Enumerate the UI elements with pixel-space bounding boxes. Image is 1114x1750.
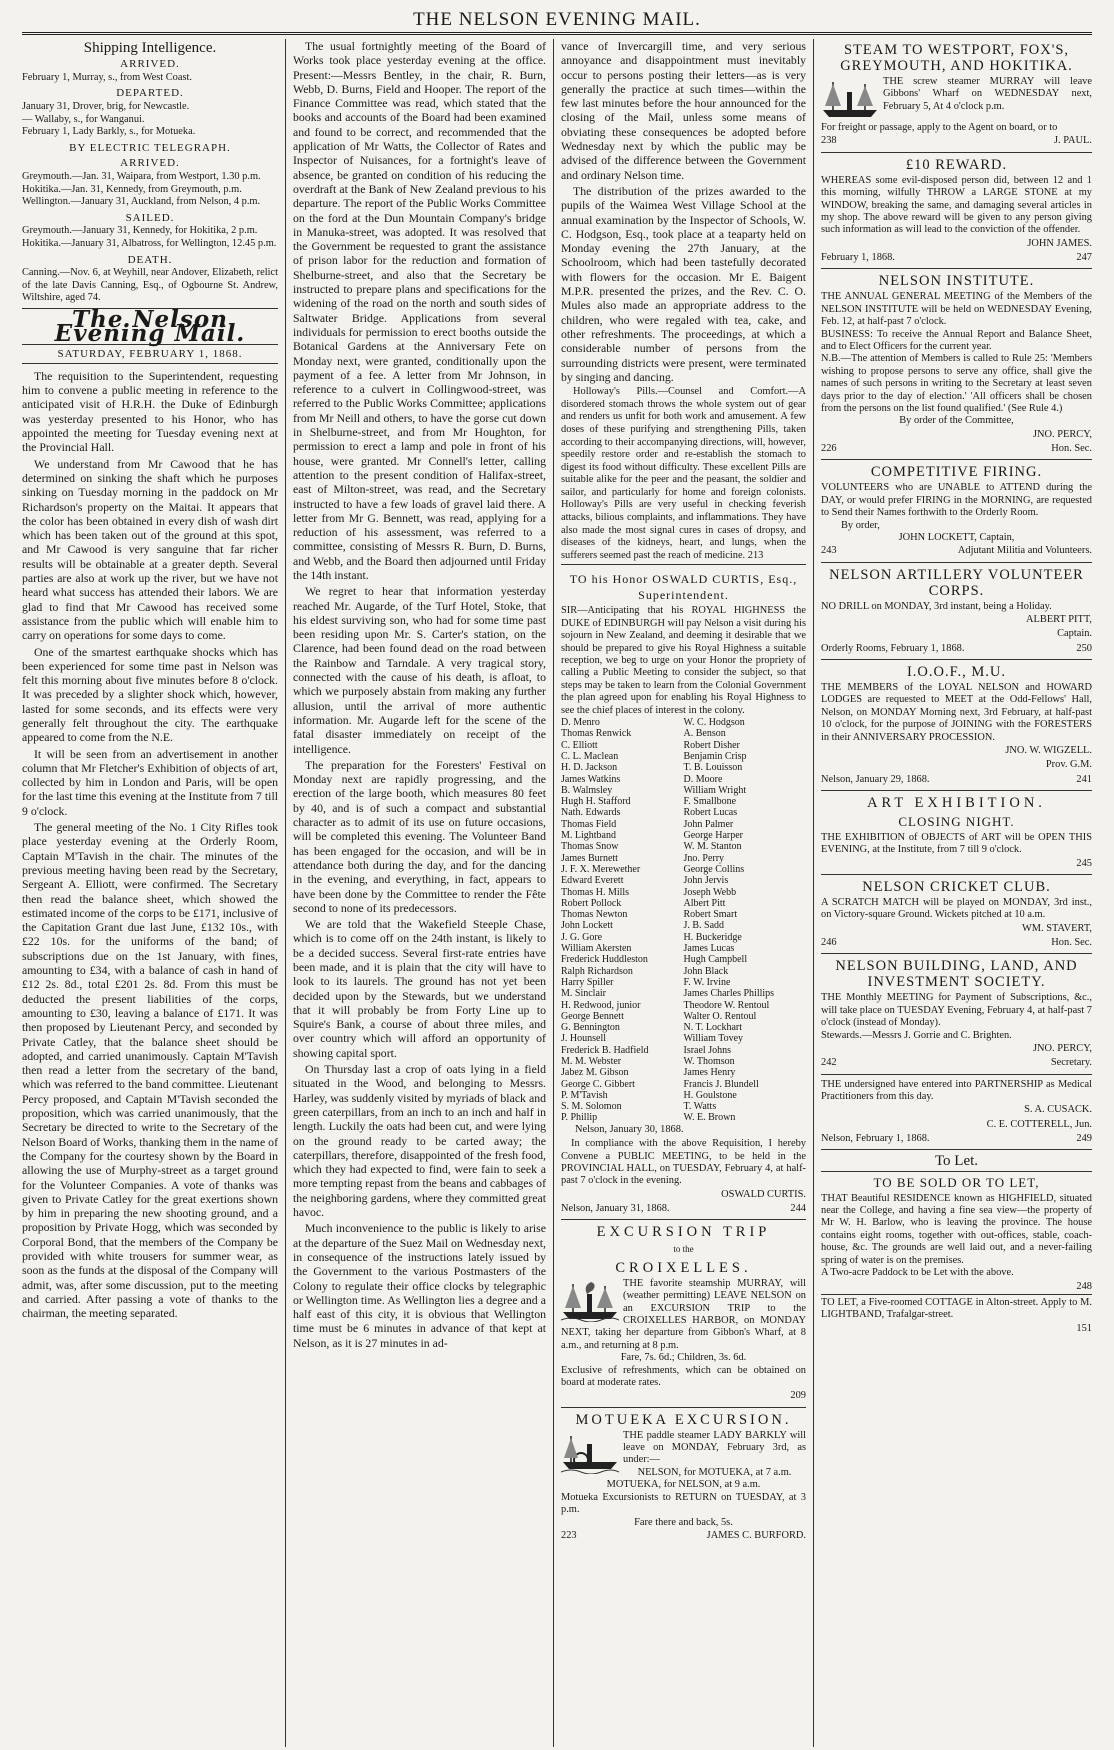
to-let-title: TO BE SOLD OR TO LET, (873, 1174, 1040, 1190)
signatory-name: Robert Lucas (683, 807, 738, 819)
ad-number: 245 (1076, 857, 1092, 869)
ad-title: ART EXHIBITION. (867, 794, 1046, 811)
signatory-name: H. Buckeridge (683, 931, 742, 943)
arrived2-item: Greymouth.—Jan. 31, Waipara, from Westport, 1.30 p.m. (22, 171, 261, 183)
ad-extra: Stewards.—Messrs J. Gorrie and C. Brighten. (821, 1029, 1012, 1041)
croixelles-fare: Fare, 7s. 6d.; Children, 3s. 6d. (620, 1352, 747, 1364)
requisition-names (561, 717, 806, 1124)
croixelles-place: CROIXELLES. (615, 1259, 752, 1276)
ad-date: Orderly Rooms, February 1, 1868. (821, 642, 965, 654)
artillery-ad (821, 567, 1092, 660)
article-paragraph: The distribution of the prizes awarded to the pupils of the Waimea West Village School at the annual examination by the Inspector of Schools, W. C. Hodgson, Esq., took place at a teaparty held on Monday evening the 27th January, at the Schoolroom, which had been tastefully decorated with flowers for the occasion. Mr E. Baigent M.P.R. presented the prizes, and the Rev. C. O. Mules also made an appropriate address to the children, who were regaled with tea, cake, and other refreshments. The proceedings, at which a considerable number of persons from the surrounding districts were present, were terminated by singing and dancing. (561, 183, 806, 384)
ad-by: By order of the Committee, (899, 415, 1014, 427)
ad-body: THE EXHIBITION of OBJECTS of ART will be OPEN THIS EVENING, at the Institute, from 7 till 9 o'clock. (821, 831, 1092, 856)
signatory-name: George C. Gibbert (561, 1078, 635, 1090)
signatory-name: Jno. Perry (683, 852, 725, 864)
ad-number: 249 (1076, 1133, 1092, 1145)
ad-signer: S. A. CUSACK. (1024, 1104, 1092, 1116)
signatory-name: Joseph Webb (683, 886, 737, 898)
column-1 (22, 39, 286, 1747)
masthead: THE NELSON EVENING MAIL. (413, 9, 701, 30)
signatory-name: Benjamin Crisp (683, 750, 747, 762)
ad-body: WHEREAS some evil-disposed person did, between 12 and 1 this morning, wilfully THROW a LARGE STONE at my WINDOW, breaking the same, and damaging several articles in my shop. The above reward will be given to any person giving such information as will lead to the conviction of the offender. (821, 174, 1092, 236)
signatory-name: W. Thomson (683, 1056, 735, 1067)
departed-heading: DEPARTED. (116, 87, 184, 100)
ad-body: THE Monthly MEETING for Payment of Subscriptions, &c., will take place on TUESDAY Evening, February 4, at half-past 7 o'clock (instead of Monday). (821, 992, 1092, 1029)
ad-title: NELSON CRICKET CLUB. (862, 879, 1051, 896)
requisition-title: TO his Honor OSWALD CURTIS, Esq., Superintendent. (569, 572, 798, 603)
columns (22, 39, 1092, 1747)
article-paragraph: We understand from Mr Cawood that he has determined on sinking the shaft which he purposes sinking on Tuesday morning in the paddock on Mr Richardson's property on the Maitai. It appears that the color has been obtained in every dish of wash dirt which has been taken out of the ground at this spot, and Mr Cawood is very sanguine that far richer results will be obtainable at a greater depth. Several parties are also at work up the river, but we have not heard what success has attended their labors. We are glad to find that Mr Cawood has received some assistance from the public which will enable him to carry on operations for some days to come. (22, 456, 278, 643)
to-let-header: To Let. (821, 1154, 1092, 1171)
signatory-name: G. Bennington (561, 1022, 620, 1034)
signatory-name: H. Goulstone (683, 1089, 737, 1101)
ad-title: I.O.O.F., M.U. (906, 664, 1007, 681)
to-let-extra: A Two-acre Paddock to be Let with the above. (821, 1267, 1014, 1279)
signatory-name: James Charles Phillips (683, 988, 775, 1000)
ad-role: Secretary. (1050, 1057, 1092, 1069)
departed-item: January 31, Drover, brig, for Newcastle. (22, 101, 190, 113)
sailed-heading: SAILED. (125, 211, 175, 224)
sailed-item: Greymouth.—January 31, Kennedy, for Hokitika, 2 p.m. (22, 225, 258, 237)
motueka-line: MOTUEKA, for NELSON, at 9 a.m. (606, 1479, 761, 1491)
shipping-title: Shipping Intelligence. (83, 40, 217, 56)
signatory-name: T. Watts (683, 1101, 717, 1113)
signatory-name: Walter O. Rentoul (683, 1010, 757, 1022)
ad-role: Captain. (1057, 628, 1092, 640)
signatory-name: Nath. Edwards (561, 807, 621, 819)
to-let-body: THAT Beautiful RESIDENCE known as HIGHFIELD, situated near the College, and having a fine sea view—the property of Mr W. H. Barlow, who is leaving the province. The house contains eight rooms, together with out-offices, stable, coach-house, &c. The grounds are well laid out, and a never-failing spring of water is on the premises. (821, 1192, 1092, 1266)
building-society-ad (821, 958, 1092, 1074)
signatory-name: J. G. Gore (561, 931, 603, 943)
arrived2-heading: ARRIVED. (120, 157, 180, 170)
signatory-name: W. M. Stanton (683, 841, 742, 853)
masthead-rule (22, 32, 1092, 35)
ad-body: NO DRILL on MONDAY, 3rd instant, being a Holiday. (821, 600, 1052, 612)
ad-signer: JNO. W. WIGZELL. (1005, 745, 1092, 757)
sailed-item: Hokitika.—January 31, Albatross, for Wellington, 12.45 p.m. (22, 238, 277, 250)
ad-date: February 1, 1868. (821, 252, 895, 264)
ad-title: NELSON BUILDING, LAND, AND INVESTMENT SOCIETY. (835, 958, 1078, 991)
croixelles-sub: to the (673, 1244, 694, 1255)
paddle-steamer-icon (561, 1430, 619, 1474)
requisition-signer: OSWALD CURTIS. (721, 1188, 806, 1200)
column-4 (814, 39, 1092, 1747)
institute-ad (821, 273, 1092, 460)
article-paragraph: The usual fortnightly meeting of the Board of Works took place yesterday evening at the office. Present:—Messrs Bentley, in the chair, R. Burn, Webb, D. Burns, Field and Hooper. The report of the Finance Committee was read, which stated that the books and accounts of the Board had been examined and found to be correct, and recommended that the application of Mr Watts, the Collector of Rates and Inspector of Nuisances, for a fortnight's leave of absence, be granted on condition of his reducing the overdraft at the Bank of New Zealand previous to his departure. The report of the Public Works Committee on the ford at the Dun Mountain Company's bridge in Manuka-street, was adopted. It was resolved that the Government be requested to grant the assistance of prison labor for the reduction and formation of Shelburne-street, and also that the Secretary be instructed to prepare plans and specifications for the widening of the road on the north and south sides of Saltwater Bridge. Applications from several individuals for permission to erect booths outside the Botanical Gardens at the Anniversary Fete on Monday next, were granted, conditionally upon the payment of a fee. A letter from Mr Johnson, in reference to a culvert in Collingwood-street, was referred to the Public Works Committee; applications from Mr Neill and others, to have the gorse cut down in Shelburne-street, and from Mr Houghton, for permission to erect a lamp and pole in front of his house, were granted. Mr Connell's letter, calling attention to the present condition of Halifax-street, east of Milton-street, was read, and the Secretary instructed to have a few loads of gravel laid there. A letter from Mr G. Bennett, was read, applying for a reduction of his assessment, was referred to a committee, consisting of Messrs R. Burn, D. Burns, and Webb, and the Board then adjourned until Friday the 14th instant. (293, 39, 546, 582)
arrived-item: February 1, Murray, s., from West Coast. (22, 71, 193, 83)
westport-ad (821, 42, 1092, 153)
ad-title: STEAM TO WESTPORT, FOX'S, GREYMOUTH, AND HOKITIKA. (840, 42, 1073, 74)
partnership-ad (821, 1079, 1092, 1151)
signatory-name: J. F. X. Merewether (561, 863, 641, 875)
croixelles-body: THE favorite steamship MURRAY, will (weather permitting) LEAVE NELSON on an EXCURSION TRIP to the CROIXELLES HARBOR, on MONDAY NEXT, taking her departure from Gibbon's Wharf, at 8 a.m., and returning at 8 p.m. (561, 1277, 806, 1351)
signatory-name: Hugh Campbell (683, 954, 748, 966)
to-let-section (821, 1154, 1092, 1336)
death-notice: Canning.—Nov. 6, at Weyhill, near Andover, Elizabeth, relict of the late Davis Canning, Esq., of Ogbourne St. Andrew, Wiltshire, aged 74. (22, 267, 278, 304)
croixelles-title: EXCURSION TRIP (596, 1224, 771, 1241)
ad-number: 246 (821, 937, 837, 949)
signatory-name: James Lucas (683, 943, 735, 955)
ad-role: Hon. Sec. (1051, 443, 1092, 455)
ad-role: Hon. Sec. (1051, 937, 1092, 949)
firing-ad (821, 464, 1092, 562)
ad-extra: For freight or passage, apply to the Agent on board, or to (821, 122, 1058, 133)
article-paragraph: The requisition to the Superintendent, requesting him to convene a public meeting in reference to the anticipated visit of H.R.H. the Duke of Edinburgh was yesterday presented to his Honor, who has appointed the meeting for Tuesday evening next at the Provincial Hall. (22, 368, 278, 455)
signatory-name: F. W. Irvine (683, 976, 731, 988)
motueka-line: Motueka Excursionists to RETURN on TUESDAY, at 3 p.m. (561, 1491, 806, 1516)
signatory-name: C. L. Maclean (561, 750, 619, 762)
holloway-paragraph: Holloway's Pills.—Counsel and Comfort.—A disordered stomach throws the whole system out of gear and renders us unfit for both work and amusement. A few doses of these purifying and strengthening Pills, taken according to their accompanying directions, will, however, speedily restore order and re-establish the stomach to digest its food without difficulty. These excellent Pills are suitable alike for the peer and the peasant, the soldier and sailor, and particularly for home and foreign colonists. Holloway's Pills are very useful in checking feverish attacks, bilious complaints, and inflammations. They have also made the most signal cures in cases of dropsy, and diseases of the kidneys, heart, and lungs, when the sufferers seemed past the reach of medicine. 213 (561, 386, 806, 561)
cricket-ad (821, 879, 1092, 954)
departed-item: — Wallaby, s., for Wanganui. (22, 113, 145, 125)
ad-body: A SCRATCH MATCH will be played on MONDAY, 3rd inst., on Victory-square Ground. Wickets pitched at 10 a.m. (821, 897, 1092, 921)
signatory-name: W. E. Brown (683, 1112, 736, 1124)
cottage-body: TO LET, a Five-roomed COTTAGE in Alton-street. Apply to M. LIGHTBAND, Trafalgar-street. (821, 1294, 1092, 1322)
ad-number: 247 (1076, 252, 1092, 264)
ad-number: 226 (821, 443, 837, 455)
signatory-name: John Palmer (683, 818, 734, 830)
arrived2-item: Hokitika.—Jan. 31, Kennedy, from Greymouth, p.m. (22, 183, 242, 195)
ad-date: Nelson, February 1, 1868. (821, 1133, 930, 1145)
motueka-signer: JAMES C. BURFORD. (706, 1529, 806, 1541)
signatory-name: Robert Smart (683, 909, 738, 921)
ad-body: THE undersigned have entered into PARTNERSHIP as Medical Practitioners from this day. (821, 1078, 1092, 1103)
paper-date: SATURDAY, FEBRUARY 1, 1868. (22, 344, 278, 364)
requisition-reply: In compliance with the above Requisition, I hereby Convene a PUBLIC MEETING, to be held in the PROVINCIAL HALL, on TUESDAY, February 4, at half-past 7 o'clock in the evening. (561, 1138, 806, 1187)
ad-subtitle: CLOSING NIGHT. (898, 813, 1015, 829)
signatory-name: Harry Spiller (561, 976, 614, 988)
requisition-date: Nelson, January 31, 1868. (561, 1203, 670, 1215)
ad-number: 242 (821, 1057, 837, 1069)
signatory-name: D. Menro (561, 717, 600, 729)
ad-signer: JOHN JAMES. (1027, 237, 1092, 249)
signatory-name: William Tovey (683, 1033, 744, 1045)
requisition-body: SIR—Anticipating that his ROYAL HIGHNESS the DUKE of EDINBURGH will pay Nelson a visit during his sojourn in New Zealand, and deeming it desirable that we should be prepared to give his Royal Highness a suitable reception, we beg to urge on your Honor the propriety of calling a Public Meeting to consider the subject, so that steps may be taken to learn from the Colonial Government the plan agreed upon for enabling his Royal Highness to see the chief places of interest in the colony. (561, 605, 806, 716)
ad-signer: JNO. PERCY, (1033, 428, 1092, 440)
signatory-name: Robert Pollock (561, 897, 622, 909)
column-3 (554, 39, 814, 1747)
steamship-icon (821, 76, 879, 120)
signatory-name: N. T. Lockhart (683, 1022, 743, 1034)
ad-signer: J. PAUL. (1053, 135, 1092, 147)
signatory-name: John Lockett (561, 920, 613, 932)
departed-item: February 1, Lady Barkly, s., for Motueka. (22, 126, 196, 138)
signatory-name: H. Redwood, junior (561, 999, 641, 1011)
arrived2-item: Wellington.—January 31, Auckland, from Nelson, 4 p.m. (22, 196, 261, 208)
article-paragraph: We regret to hear that information yesterday reached Mr. Augarde, of the Turf Hotel, Stoke, that his eldest surviving son, who had for some time past been residing upon Mr. S. Carter's station, on the Clarence, had been found dead on the road between the Rainbow and Tarndale. A very tragical story, connected with the cause of his death, is afloat, to which we purposely abstain from making any further allusion, until the arrival of more authentic information. Mr. Augarde left for the scene of the fatal disaster immediately on receipt of the intelligence. (293, 584, 546, 756)
signatory-name: Thomas Snow (561, 841, 619, 853)
ad-number: 243 (821, 545, 837, 557)
ad-signer: WM. STAVERT, (1021, 922, 1092, 934)
ad-body: VOLUNTEERS who are UNABLE to ATTEND during the DAY, or would prefer FIRING in the MORNING, are requested to Send their Names forthwith to the Orderly Room. (821, 482, 1092, 519)
croixelles-extra: Exclusive of refreshments, which can be obtained on board at moderate rates. (561, 1364, 806, 1388)
paper-title: The Nelson Evening Mail. (54, 305, 246, 348)
article-paragraph: One of the smartest earthquake shocks which has been experienced for some time past in Nelson was felt this morning about five minutes before 8 o'clock. It was preceded by a slighter shock which, however, lasted for some seconds, and its effects were very generally felt throughout the city. The earthquake appeared to come from the N.E. (22, 644, 278, 745)
signatory-name: James Burnett (561, 852, 618, 864)
article-paragraph: The preparation for the Foresters' Festival on Monday next are rapidly progressing, and the erection of the large booth, which measures 80 feet by 40, and is of such a compact and substantial character as to admit of its use on future occasions, will be completed this evening. The Volunteer Band has been engaged for the occasion, and will be in attendance both during the day, and for the dancing in the evening, and everything, in fact, appears to have been done by the Committee to render the Fête second to none of its predecessors. (293, 757, 546, 915)
ad-title: COMPETITIVE FIRING. (870, 464, 1043, 481)
signatory-name: James Watkins (561, 773, 621, 785)
article-paragraph: vance of Invercargill time, and very serious annoyance and disappointment must inevitably occur to persons posting their letters—as is very generally the practice at such times—within the few last minutes before the hour announced for the closing of the Mail, unless some means of obviating these consequences be adopted before Wednesday next by which the public may be advised of the difference between the Government and ordinary Nelson time. (561, 39, 806, 182)
ad-title: NELSON INSTITUTE. (878, 273, 1035, 290)
croixelles-ad (561, 1224, 806, 1407)
signatory-name: Edward Everett (561, 875, 624, 887)
shipping-section (22, 41, 278, 309)
signatory-name: M. Sinclair (561, 988, 606, 1000)
telegraph-heading: BY ELECTRIC TELEGRAPH. (69, 141, 231, 154)
ad-number: 151 (1076, 1322, 1092, 1334)
ad-number: 250 (1076, 642, 1092, 654)
ad-by: By order, (841, 519, 880, 531)
ad-number: 248 (1076, 1280, 1092, 1292)
ad-role: Adjutant Militia and Volunteers. (957, 545, 1092, 557)
article-paragraph: We are told that the Wakefield Steeple Chase, which is to come off on the 24th instant, is likely to be a decided success. Several first-rate entries have been made, and it is plain that the city will have to look to its laurels. The ground has not yet been decided upon by the Stewards, but we understand that it will probably be from Forty Line up to Squire's Bank, a course of about three miles, and over country which will afford an opportunity of showing capital sport. (293, 917, 546, 1060)
signatory-name: James Henry (683, 1067, 736, 1079)
signatory-name: Thomas H. Mills (561, 886, 630, 898)
signatory-name: F. Smallbone (683, 796, 737, 808)
signatory-name: Ralph Richardson (561, 965, 633, 977)
signatory-name: Thomas Field (561, 818, 617, 830)
oddfellows-ad (821, 664, 1092, 791)
signatory-name: Francis J. Blundell (683, 1078, 759, 1090)
ad-body: THE screw steamer MURRAY will leave Gibbons' Wharf on WEDNESDAY next, February 5, At 4 o'clock p.m. (883, 76, 1092, 112)
signatory-name: Israel Johns (683, 1044, 731, 1056)
ad-signer: JOHN LOCKETT, Captain, (898, 532, 1015, 544)
signatory-name: C. Elliott (561, 739, 598, 751)
signatory-name: J. Hounsell (561, 1033, 606, 1045)
arrived-heading: ARRIVED. (120, 58, 180, 71)
ad-signer: JNO. PERCY, (1033, 1043, 1092, 1055)
signatory-name: John Black (683, 965, 729, 977)
signatory-name: A. Benson (683, 728, 726, 740)
ad-body: THE MEMBERS of the LOYAL NELSON and HOWARD LODGES are requested to MEET at the Odd-Fellows' Hall, Nelson, on MONDAY Morning next, 3rd February, at half-past 10 o'clock, for the purpose of JOINING with the FORESTERS in their ANNIVERSARY PROCESSION. (821, 682, 1092, 743)
signatory-name: Robert Disher (683, 739, 740, 751)
requisition-dated: Nelson, January 30, 1868. (575, 1123, 684, 1135)
ad-number: 241 (1076, 773, 1092, 785)
signatory-name: Hugh H. Stafford (561, 796, 631, 808)
signatory-name: Theodore W. Rentoul (683, 999, 770, 1011)
column-2 (286, 39, 554, 1747)
death-heading: DEATH. (127, 253, 173, 266)
motueka-fare: Fare there and back, 5s. (634, 1516, 733, 1528)
ad-signer: ALBERT PITT, (1026, 614, 1092, 626)
reward-ad (821, 157, 1092, 270)
signatory-name: Thomas Newton (561, 909, 628, 921)
signatory-name: D. Moore (683, 773, 723, 785)
signatory-name: Frederick B. Hadfield (561, 1044, 649, 1056)
motueka-body: THE paddle steamer LADY BARKLY will leave on MONDAY, February 3rd, as under:— (623, 1429, 806, 1466)
ad-body: THE ANNUAL GENERAL MEETING of the Members of the NELSON INSTITUTE will be held on WEDNESDAY Evening, Feb. 12, at half-past 7 o'clock. (821, 291, 1092, 328)
signatory-name: John Jervis (683, 875, 729, 887)
signatory-name: S. M. Solomon (561, 1101, 622, 1113)
ad-number: 238 (821, 135, 837, 147)
ad-role: Prov. G.M. (1045, 759, 1092, 771)
motueka-line: NELSON, for MOTUEKA, at 7 a.m. (637, 1466, 792, 1478)
signatory-name: Thomas Renwick (561, 728, 632, 740)
signatory-name: M. M. Webster (561, 1056, 622, 1067)
signatory-name: H. D. Jackson (561, 762, 618, 774)
signatory-name: P. M'Tavish (561, 1089, 608, 1101)
signatory-name: George Harper (683, 830, 744, 842)
ad-date: Nelson, January 29, 1868. (821, 773, 930, 785)
signatory-name: W. C. Hodgson (683, 717, 745, 729)
signatory-name: George Collins (683, 863, 745, 875)
steamship-icon (561, 1278, 619, 1322)
ad-note: N.B.—The attention of Members is called to Rule 25: 'Members wishing to propose persons to serve any office, shall give the names of such persons in writing to the Secretary at least seven days prior to the day of election.' 'All officers shall be chosen from the persons on the list found qualified.' (See Rule 4.) (821, 353, 1092, 414)
article-paragraph: The general meeting of the No. 1 City Rifles took place yesterday evening at the Orderly Room, Captain M'Tavish in the chair. The minutes of the previous meeting having been read by the Secretary, Sergeant A. Elliott, were confirmed. The Secretary then read the balance sheet, which showed the estimated income of the corps to be £171, inclusive of the Capitation Grant due last June, £132 10s., with £22 10s. for the uniforms of the band; of subscriptions due on the 1st January, with fines, amounting to £34, with a balance of cash in hand of £12 2s. 8d., total £201 2s. 8d. From this must be deducted the present liabilities of the corps, amounting to £30, leaving a balance of £171. It was then proposed by Lieutenant Percy, and seconded by Private Catley, that the balance sheet should be adopted, and carried unanimously. Captain M'Tavish then read a letter from the secretary of the band, which was referred to the band committee. Lieutenant Percy proposed, and Captain M'Tavish seconded the proposition, which was carried unanimously, that the Secretary be directed to write to the Secretary of the Nelson Board of Works, thanking them in the name of the Company for the courtesy shown by the Board in allowing the use of Murphy-street as a target ground for the Volunteer Companies. A vote of thanks was given to Private Catley for the great exertions shown by him in preparing the new shooting ground, and a proposition by Private Hogg, which was seconded by Corporal Bond, that the members of the Company be provided with white trousers for summer wear, as soon as the funds at the disposal of the Company will admit, was, after some discussion, put to the meeting and carried. After passing a vote of thanks to the chairman, the meeting separated. (22, 820, 278, 1321)
ad-title: £10 REWARD. (905, 156, 1008, 173)
article-paragraph: Much inconvenience to the public is likely to arise at the departure of the Suez Mail on Wednesday next, in consequence of the instructions lately issued by the Government to the various Postmasters of the Colony to regulate their office clocks by telegraphic or Wellington time. As Wellington lies a degree and a half east of this city, it is obvious that Wellington time must be 6 minutes in advance of that kept at Nelson, as it is 27 minutes in ad- (293, 1221, 546, 1350)
signatory-name: J. B. Sadd (683, 920, 725, 932)
signatory-name: William Akersten (561, 943, 632, 955)
signatory-name: Jabez M. Gibson (561, 1067, 629, 1079)
signatory-name: George Bennett (561, 1010, 624, 1022)
motueka-title: MOTUEKA EXCURSION. (575, 1411, 792, 1428)
signatory-name: William Wright (683, 784, 747, 796)
signatory-name: B. Walmsley (561, 784, 613, 796)
signatory-name: Albert Pitt (683, 897, 726, 909)
ad-number: 223 (561, 1529, 577, 1541)
article-paragraph: It will be seen from an advertisement in another column that Mr Fletcher's Exhibition of objects of art, collected by him in London and Paris, will be open for the last time this evening at the Institute from 7 till 9 o'clock. (22, 746, 278, 818)
ad-number: 244 (790, 1203, 806, 1215)
ad-extra: BUSINESS: To receive the Annual Report and Balance Sheet, and to Elect Officers for the current year. (821, 328, 1092, 352)
signatory-name: M. Lightband (561, 830, 616, 842)
signatory-name: T. B. Louisson (683, 762, 743, 774)
art-exhibition-ad (821, 795, 1092, 875)
signatory-name: P. Phillip (561, 1112, 598, 1124)
ad-title: NELSON ARTILLERY VOLUNTEER CORPS. (829, 566, 1084, 599)
ad-number: 209 (790, 1390, 806, 1402)
article-paragraph: On Thursday last a crop of oats lying in a field situated in the Wood, and belonging to Messrs. Harley, was suddenly visited by myriads of black and green caterpillars, from an inch to an inch and half in length. Luckily the oats had been cut, and were lying on the ground ready to be carted away; the caterpillars, therefore, disappointed of the fresh food, which they had expected to find, were fain to seek a more tempting repast from the beans and cabbages of the neighboring gardens, where they committed great havoc. (293, 1062, 546, 1220)
ad-role: C. E. COTTERELL, Jun. (986, 1118, 1092, 1130)
signatory-name: Frederick Huddleston (561, 954, 648, 966)
motueka-ad (561, 1412, 806, 1544)
requisition-ad (561, 564, 806, 1220)
